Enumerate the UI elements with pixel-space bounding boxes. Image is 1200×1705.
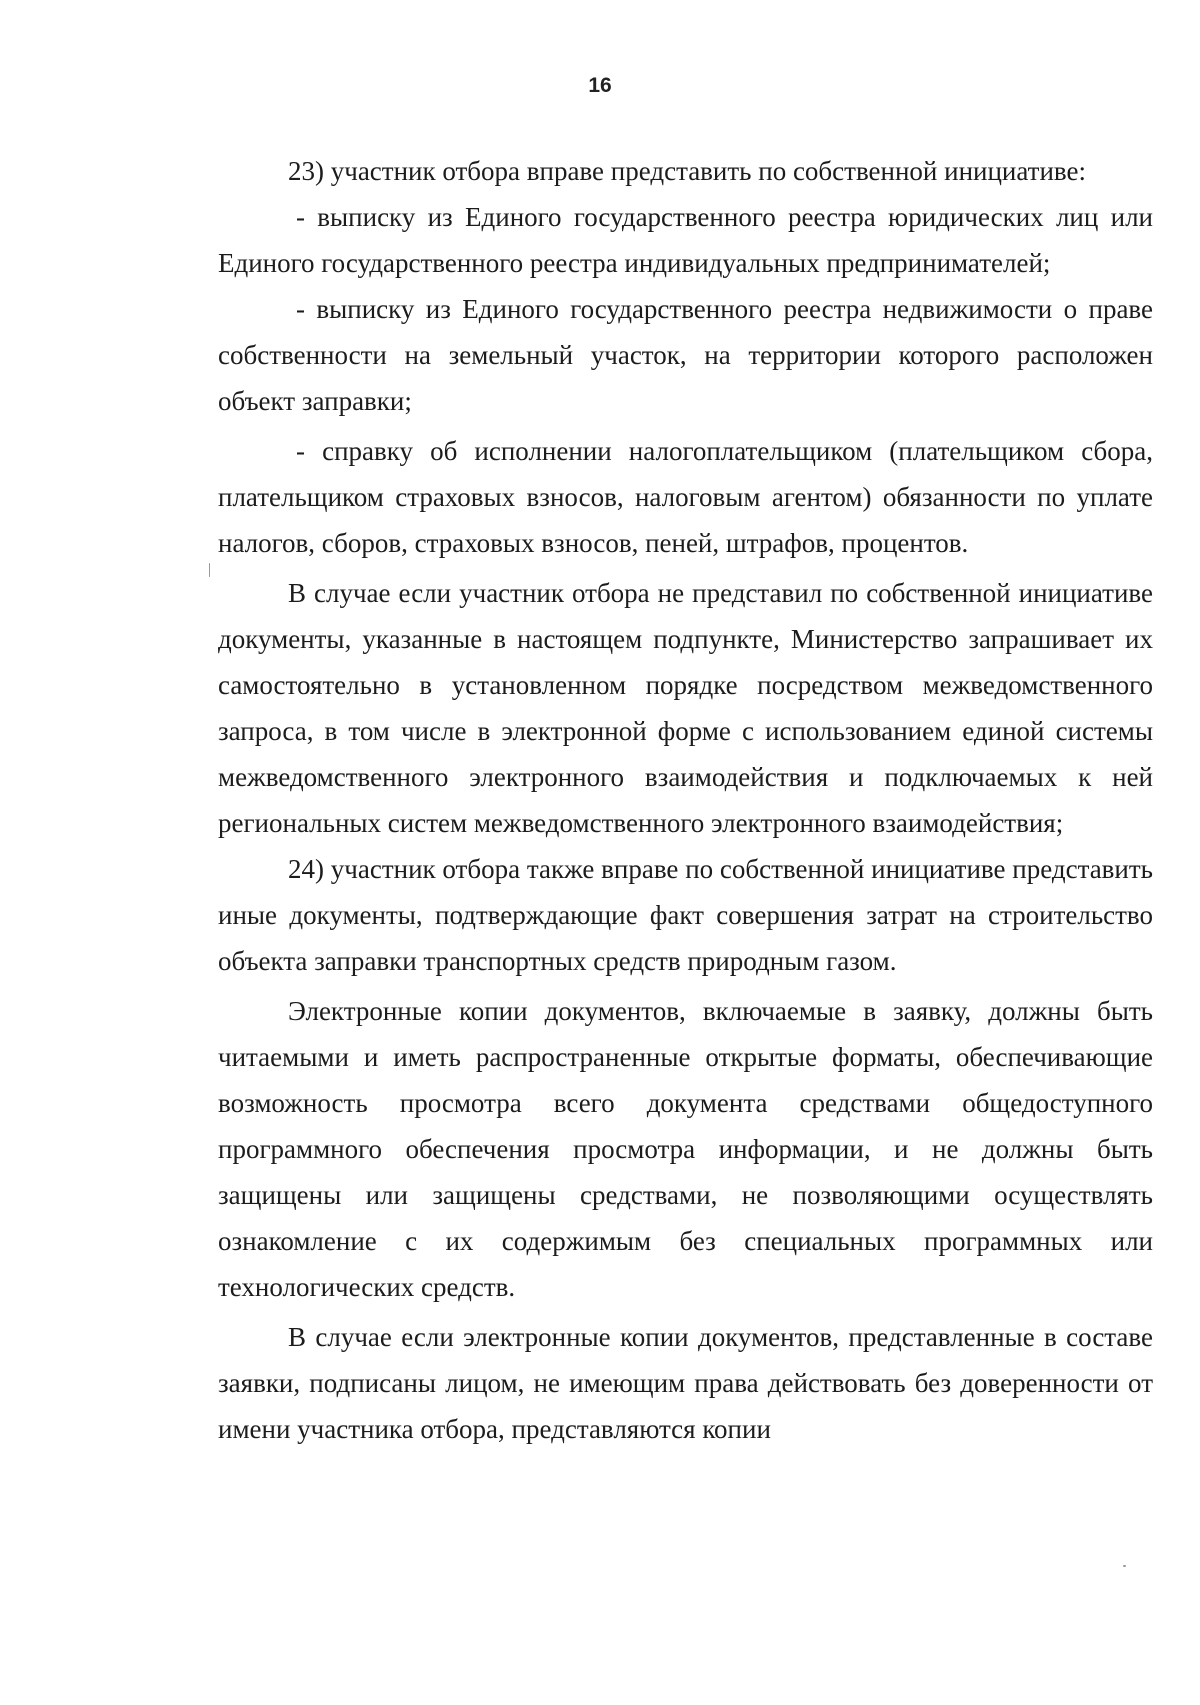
paragraph-signature-authority: В случае если электронные копии документов, представленные в составе заявки, подписаны лицом, не имеющим права действовать без доверенности от имени участника отбора, представляются копии xyxy=(218,1322,1153,1444)
paragraph-electronic-copies: Электронные копии документов, включаемые в заявку, должны быть читаемыми и иметь распространенные открытые форматы, обеспечивающие возможность просмотра всего документа средствами общедоступного программного обеспечения просмотра информации, и не должны быть защищены или защищены средствами, не позволяющими осуществлять ознакомление с их содержимым без специальных программных или технологических средств. xyxy=(218,996,1153,1302)
paragraph-tax-certificate: - справку об исполнении налогоплательщиком (плательщиком сбора, плательщиком страховых взносов, налоговым агентом) обязанности по уплате налогов, сборов, страховых взносов, пеней, штрафов, процентов. xyxy=(218,436,1153,558)
page-number: 16 xyxy=(588,74,612,97)
paragraph-egrul-extract: - выписку из Единого государственного реестра юридических лиц или Единого государственного реестра индивидуальных предпринимателей; xyxy=(218,202,1153,278)
paragraph-ministry-request: В случае если участник отбора не представил по собственной инициативе документы, указанные в настоящем подпункте, Министерство запрашивает их самостоятельно в установленном порядке посредством межведомственного запроса, в том числе в электронной форме с использованием единой системы межведомственного электронного взаимодействия и подключаемых к ней региональных систем межведомственного электронного взаимодействия; xyxy=(218,578,1153,838)
paragraph-23-intro: 23) участник отбора вправе представить по собственной инициативе: xyxy=(288,156,1086,186)
scan-artifact xyxy=(209,563,210,577)
scan-artifact xyxy=(1123,1565,1126,1567)
paragraph-24-other-documents: 24) участник отбора также вправе по собственной инициативе представить иные документы, подтверждающие факт совершения затрат на строительство объекта заправки транспортных средств природным газом. xyxy=(218,854,1153,976)
paragraph-egrn-extract: - выписку из Единого государственного реестра недвижимости о праве собственности на земельный участок, на территории которого расположен объект заправки; xyxy=(218,294,1153,416)
document-body xyxy=(218,148,1153,1452)
